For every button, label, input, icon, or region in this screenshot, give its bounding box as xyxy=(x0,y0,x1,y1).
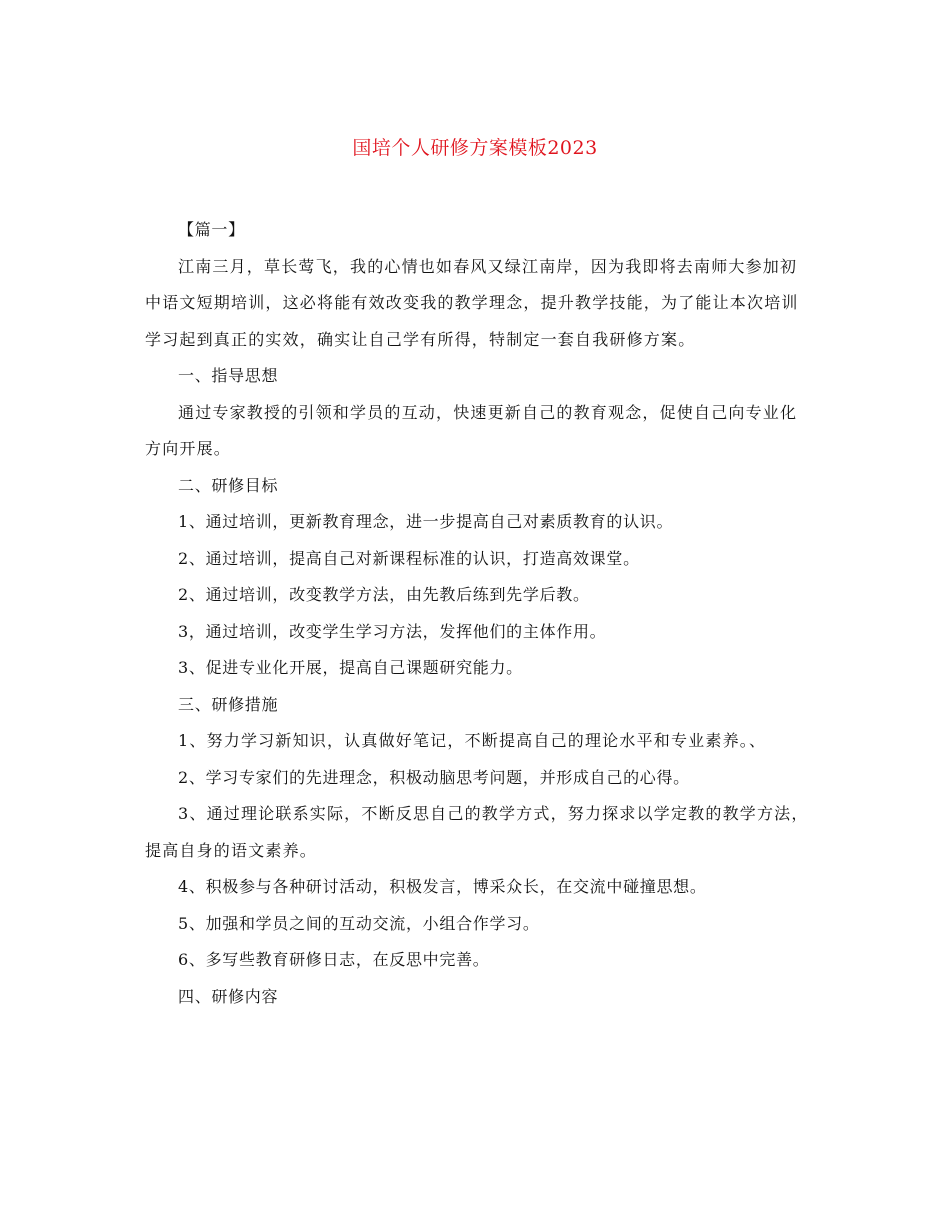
guiding-thought-paragraph: 通过专家教授的引领和学员的互动，快速更新自己的教育观念，促使自己向专业化方向开展。 xyxy=(145,402,798,458)
measure-item: 2、学习专家们的先进理念，积极动脑思考问题，并形成自己的心得。 xyxy=(178,767,690,787)
goal-item: 3，通过培训，改变学生学习方法，发挥他们的主体作用。 xyxy=(178,621,607,641)
intro-paragraph: 江南三月，草长莺飞，我的心情也如春风又绿江南岸，因为我即将去南师大参加初中语文短期培训，这必将能有效改变我的教学理念，提升教学技能，为了能让本次培训学习起到真正的实效，确实让自己学有所得，特制定一套自我研修方案。 xyxy=(145,256,799,349)
measure-item: 5、加强和学员之间的互动交流，小组合作学习。 xyxy=(178,913,540,933)
heading-study-content: 四、研修内容 xyxy=(178,986,279,1006)
measure-item: 3、通过理论联系实际，不断反思自己的教学方式，努力探求以学定教的教学方法，提高自身的语文素养。 xyxy=(145,804,809,860)
goal-item: 1、通过培训，更新教育理念，进一步提高自己对素质教育的认识。 xyxy=(178,512,674,531)
heading-study-measures: 三、研修措施 xyxy=(178,694,279,714)
measure-item: 4、积极参与各种研讨活动，积极发言，博采众长，在交流中碰撞思想。 xyxy=(178,877,707,896)
goal-item: 2、通过培训，改变教学方法，由先教后练到先学后教。 xyxy=(178,585,590,604)
goal-item: 3、促进专业化开展，提高自己课题研究能力。 xyxy=(178,658,523,677)
heading-study-goals: 二、研修目标 xyxy=(178,475,279,495)
measure-item: 1、努力学习新知识，认真做好笔记，不断提高自己的理论水平和专业素养。、 xyxy=(178,731,767,750)
measure-item: 6、多写些教育研修日志，在反思中完善。 xyxy=(178,950,490,969)
heading-guiding-thought: 一、指导思想 xyxy=(178,366,279,385)
document-body xyxy=(145,212,813,1015)
goal-item: 2、通过培训，提高自己对新课程标准的认识，打造高效课堂。 xyxy=(178,548,640,568)
document-title: 国培个人研修方案模板2023 xyxy=(352,137,598,159)
section-heading-part-one: 【篇一】 xyxy=(178,220,245,239)
